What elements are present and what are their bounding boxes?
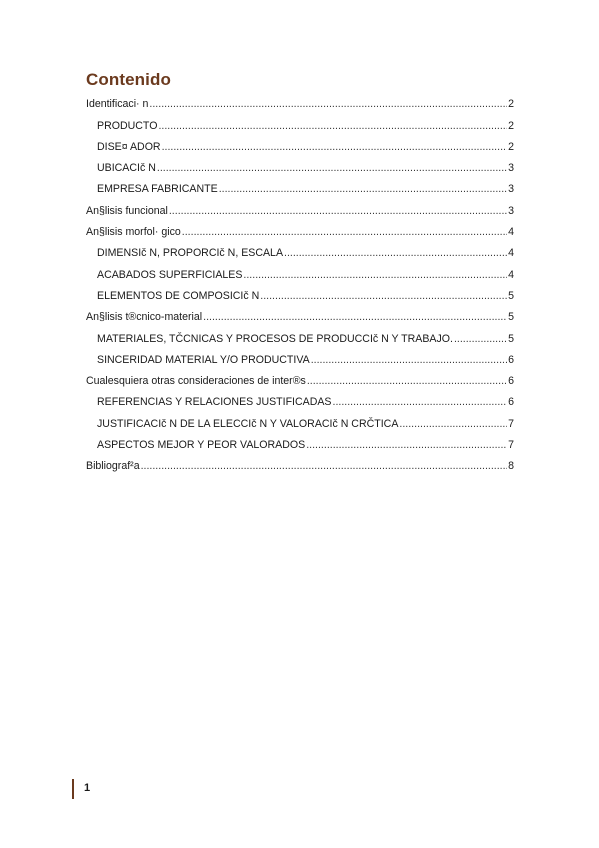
toc-dot-leader	[284, 246, 507, 260]
toc-dot-leader	[219, 182, 507, 196]
toc-dot-leader	[454, 332, 507, 346]
toc-entry-otras-consideraciones[interactable]	[86, 367, 514, 388]
toc-entry-page: 5	[508, 332, 514, 345]
toc-dot-leader	[399, 417, 507, 431]
toc-dot-leader	[203, 310, 507, 324]
toc-entry-page: 5	[508, 289, 514, 302]
toc-entry-text: Identificaci· n	[86, 98, 149, 111]
toc-dot-leader	[243, 268, 507, 282]
toc-dot-leader	[311, 353, 507, 367]
toc-entry-text: DIMENSIč N, PROPORCIč N, ESCALA	[97, 247, 284, 260]
toc-dot-leader	[260, 289, 507, 303]
toc-dot-leader	[158, 119, 507, 133]
toc-entry-text: PRODUCTO	[97, 119, 158, 132]
toc-dot-leader	[141, 459, 507, 473]
toc-entry-disenador[interactable]	[86, 133, 514, 154]
toc-dot-leader	[182, 225, 507, 239]
toc-entry-text: SINCERIDAD MATERIAL Y/O PRODUCTIVA	[97, 353, 310, 366]
toc-entry-analisis-funcional[interactable]	[86, 196, 514, 217]
toc-entry-text: ACABADOS SUPERFICIALES	[97, 268, 243, 281]
toc-dot-leader	[157, 161, 507, 175]
toc-entry-text: An§lisis funcional	[86, 204, 168, 217]
toc-entry-text: MATERIALES, TČCNICAS Y PROCESOS DE PRODUCCIč N Y TRABAJO.	[97, 332, 453, 345]
toc-entry-bibliografia[interactable]	[86, 452, 514, 473]
toc-entry-page: 7	[508, 439, 514, 452]
toc-dot-leader	[306, 438, 507, 452]
toc-entry-text: An§lisis morfol· gico	[86, 226, 181, 239]
toc-entry-page: 4	[508, 226, 514, 239]
toc-entry-text: REFERENCIAS Y RELACIONES JUSTIFICADAS	[97, 396, 332, 409]
toc-dot-leader	[169, 204, 507, 218]
toc-entry-page: 4	[508, 268, 514, 281]
toc-entry-page: 3	[508, 204, 514, 217]
toc-entry-dimension-proporcion-escala[interactable]	[86, 239, 514, 260]
toc-entry-page: 2	[508, 119, 514, 132]
toc-entry-materiales-tecnicas-procesos[interactable]	[86, 324, 514, 345]
toc-entry-page: 3	[508, 183, 514, 196]
toc-dot-leader	[307, 374, 507, 388]
toc-entry-identificacion[interactable]	[86, 90, 514, 111]
toc-entry-analisis-tecnico-material[interactable]	[86, 303, 514, 324]
toc-entry-page: 4	[508, 247, 514, 260]
toc-entry-page: 6	[508, 396, 514, 409]
toc-dot-leader	[333, 395, 508, 409]
table-of-contents	[86, 90, 514, 473]
toc-entry-producto[interactable]	[86, 111, 514, 132]
toc-entry-page: 8	[508, 460, 514, 473]
toc-entry-ubicacion[interactable]	[86, 154, 514, 175]
toc-entry-text: UBICACIč N	[97, 162, 156, 175]
toc-entry-text: An§lisis t®cnico-material	[86, 311, 203, 324]
toc-entry-page: 6	[508, 353, 514, 366]
footer-accent-bar	[72, 779, 74, 799]
toc-dot-leader	[149, 97, 507, 111]
toc-title: Contenido	[86, 70, 171, 89]
toc-entry-text: Bibliograf²a	[86, 460, 140, 473]
toc-entry-text: Cualesquiera otras consideraciones de inter®s	[86, 375, 306, 388]
toc-entry-text: ASPECTOS MEJOR Y PEOR VALORADOS	[97, 439, 306, 452]
toc-entry-text: EMPRESA FABRICANTE	[97, 183, 218, 196]
toc-entry-page: 7	[508, 417, 514, 430]
toc-entry-text: DISE¤ ADOR	[97, 140, 161, 153]
toc-entry-justificacion-eleccion[interactable]	[86, 409, 514, 430]
toc-entry-acabados-superficiales[interactable]	[86, 260, 514, 281]
toc-entry-elementos-de-composicion[interactable]	[86, 282, 514, 303]
toc-entry-page: 5	[508, 311, 514, 324]
toc-entry-page: 2	[508, 98, 514, 111]
toc-entry-page: 6	[508, 375, 514, 388]
toc-entry-empresa-fabricante[interactable]	[86, 175, 514, 196]
footer-page-number: 1	[84, 782, 91, 794]
toc-entry-text: ELEMENTOS DE COMPOSICIč N	[97, 289, 260, 302]
toc-entry-page: 2	[508, 140, 514, 153]
toc-entry-text: JUSTIFICACIč N DE LA ELECCIč N Y VALORACIč N CRČTICA	[97, 417, 399, 430]
toc-entry-referencias-relaciones[interactable]	[86, 388, 514, 409]
toc-entry-sinceridad-material[interactable]	[86, 346, 514, 367]
toc-entry-aspectos-valorados[interactable]	[86, 431, 514, 452]
toc-dot-leader	[162, 140, 507, 154]
toc-entry-page: 3	[508, 162, 514, 175]
toc-entry-analisis-morfologico[interactable]	[86, 218, 514, 239]
